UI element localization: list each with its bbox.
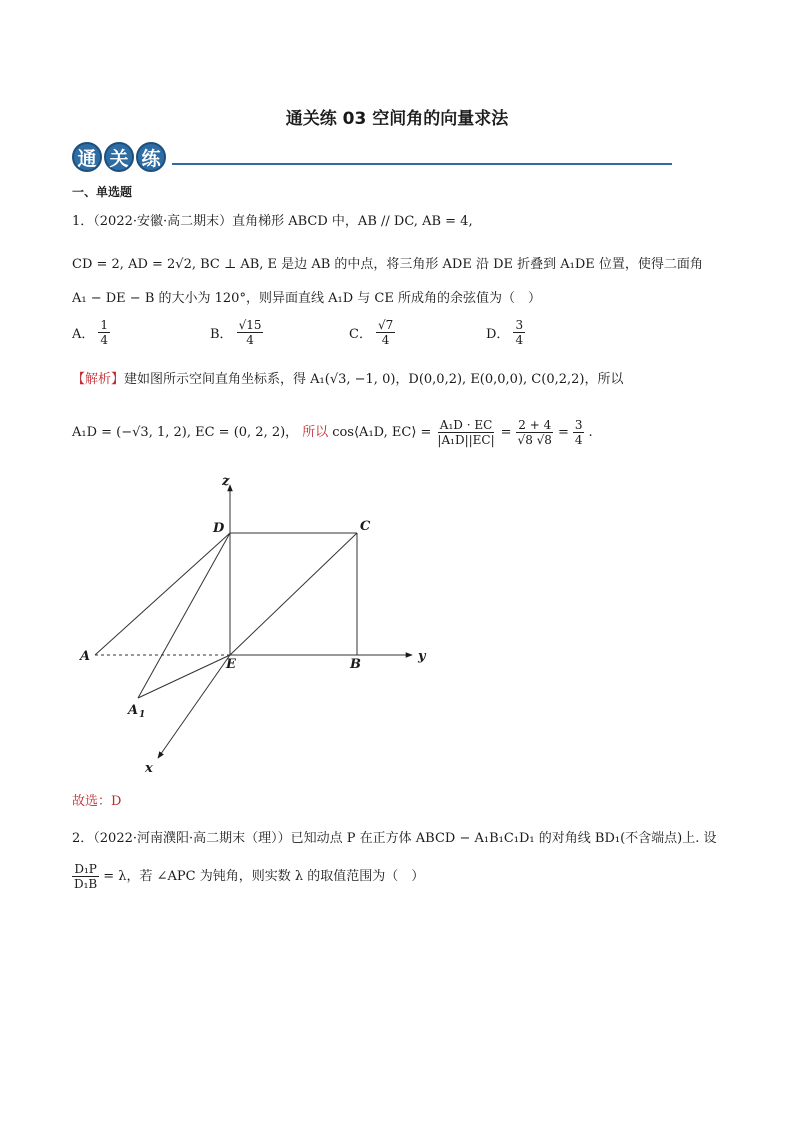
banner-char: 关 xyxy=(104,142,134,172)
q1-line1: 1．（2022·安徽·高二期末）直角梯形 ABCD 中，AB // DC, AB = 4, xyxy=(72,214,473,229)
option-letter: B． xyxy=(210,327,233,342)
fraction-denominator: 4 xyxy=(100,333,109,347)
q2-fraction xyxy=(72,862,99,891)
q1-line2: CD = 2, AD = 2√2, BC ⊥ AB, E 是边 AB 的中点，将三角形 ADE 沿 DE 折叠到 A₁DE 位置，使得二面角 xyxy=(72,257,703,272)
analysis-text: 建如图所示空间直角坐标系，得 A₁(√3, −1, 0)，D(0,0,2), E(0,0,0), C(0,2,2)，所以 xyxy=(124,372,624,387)
q1-answer: 故选：D xyxy=(72,794,122,809)
fraction-denominator: √8 √8 xyxy=(517,433,552,447)
fraction-denominator: 4 xyxy=(515,333,524,347)
label-d: D xyxy=(213,521,225,536)
segment-ce xyxy=(230,533,357,655)
label-a: A xyxy=(80,649,91,664)
q2-text: = λ，若 ∠APC 为钝角，则实数 λ 的取值范围为（ ） xyxy=(103,868,425,884)
section-heading: 一、单选题 xyxy=(72,185,133,199)
fraction-numerator: 3 xyxy=(574,418,583,432)
banner-char: 练 xyxy=(136,142,166,172)
fraction-numerator: D₁P xyxy=(74,862,97,876)
label-z: z xyxy=(222,474,230,489)
label-a1: A xyxy=(128,703,139,718)
q2-line1: 2．（2022·河南濮阳·高二期末（理））已知动点 P 在正方体 ABCD − A₁B₁C₁D₁ 的对角线 BD₁(不含端点)上. 设 xyxy=(72,831,717,846)
label-e: E xyxy=(226,657,236,672)
segment-da xyxy=(95,533,230,655)
label-x: x xyxy=(145,761,153,776)
fraction-denominator: 4 xyxy=(381,333,390,347)
fraction-numerator: 2 + 4 xyxy=(518,418,552,432)
option-letter: C． xyxy=(349,327,372,342)
segment-a1e xyxy=(138,655,230,698)
q1-line3: A₁ − DE − B 的大小为 120°，则异面直线 A₁D 与 CE 所成角的余弦值为（ ） xyxy=(72,291,541,306)
option-letter: D． xyxy=(486,327,510,342)
q2-line2 xyxy=(72,862,424,891)
fraction-denominator: 4 xyxy=(574,433,583,447)
x-axis xyxy=(158,655,230,758)
fraction-numerator: √15 xyxy=(238,318,262,332)
analysis-tag: 【解析】 xyxy=(72,372,125,387)
fraction-numerator: 1 xyxy=(100,318,109,332)
analysis-cos: cos⟨A₁D, EC⟩ = xyxy=(332,424,432,440)
period: . xyxy=(588,424,593,440)
equals-sign: = xyxy=(500,424,512,440)
fraction-denominator: D₁B xyxy=(74,877,98,891)
banner-char: 通 xyxy=(72,142,102,172)
equals-sign: = xyxy=(557,424,569,440)
page-title: 通关练 03 空间角的向量求法 xyxy=(285,109,509,129)
fraction-denominator: 4 xyxy=(246,333,254,347)
option-letter: A． xyxy=(72,327,95,342)
analysis-vectors: A₁D = (−√3, 1, 2), EC = (0, 2, 2)， xyxy=(72,424,299,440)
fraction-numerator: 3 xyxy=(515,318,524,332)
analysis-so: 所以 xyxy=(302,424,329,440)
label-y: y xyxy=(418,649,426,664)
fraction-numerator: √7 xyxy=(377,318,394,332)
label-b: B xyxy=(350,657,361,672)
segment-da1 xyxy=(138,533,230,698)
fraction-denominator: |A₁D||EC| xyxy=(437,433,495,447)
label-c: C xyxy=(360,519,371,534)
fraction-numerator: A₁D · EC xyxy=(439,418,493,432)
label-a1-subscript: 1 xyxy=(139,710,146,720)
